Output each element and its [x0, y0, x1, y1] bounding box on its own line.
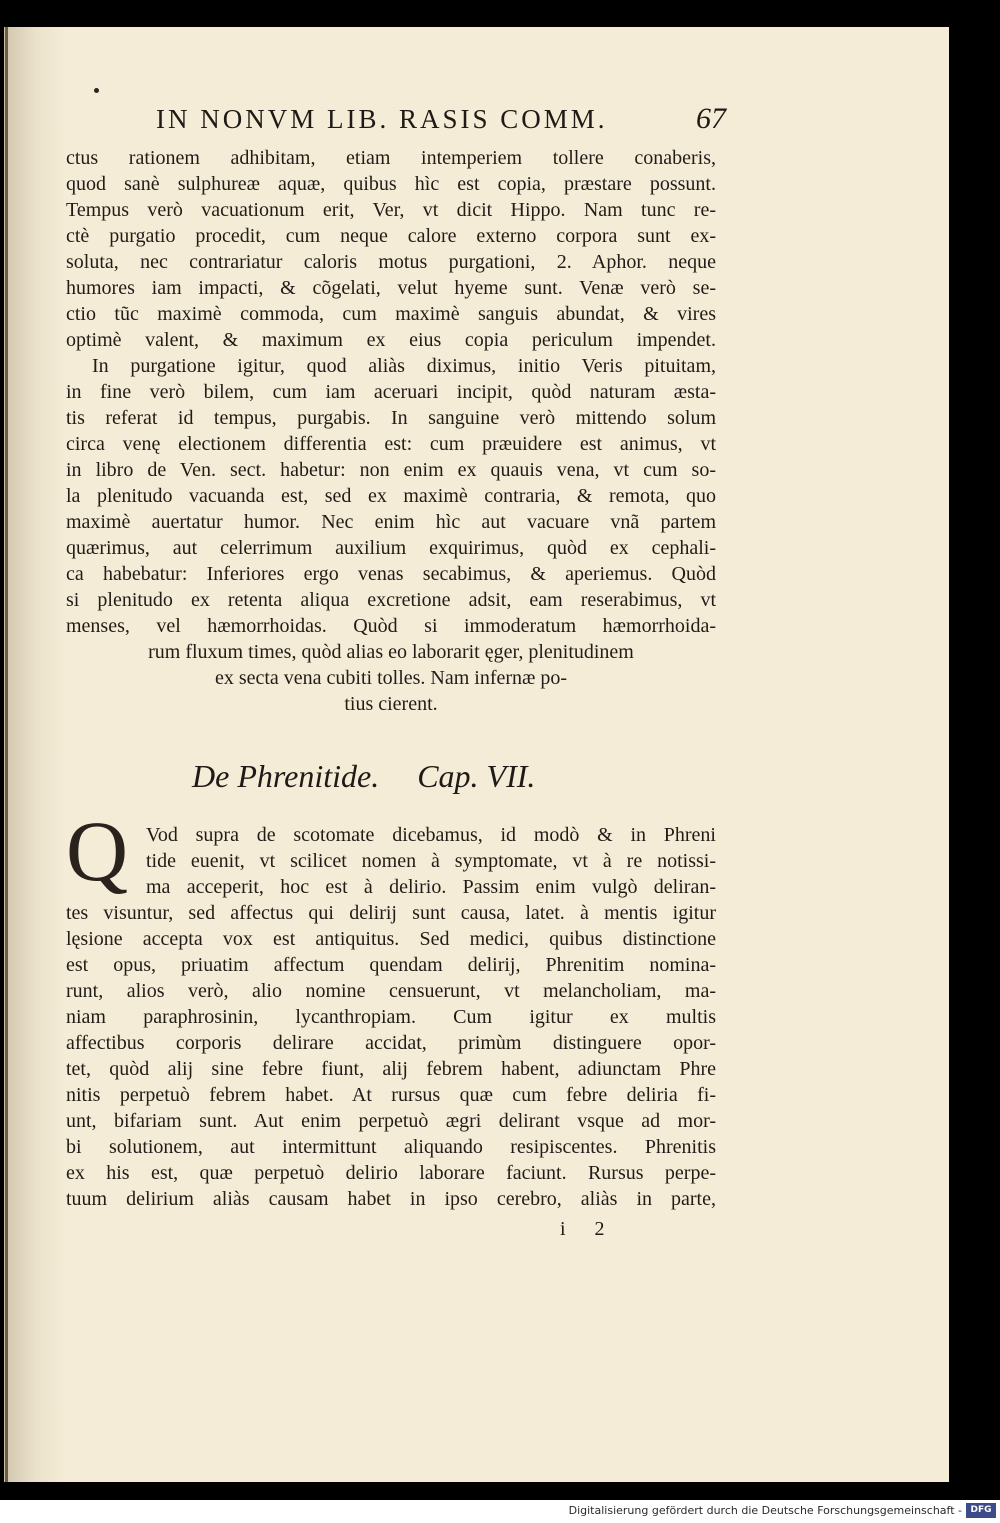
text-line: soluta, nec contrariatur caloris motus purgationi, 2. Aphor. neque	[66, 251, 716, 273]
text-line: quod sanè sulphureæ aquæ, quibus hìc est copia, præstare possunt.	[66, 173, 716, 195]
text-line: humores iam impacti, & cõgelati, velut hyeme sunt. Venæ verò se-	[66, 277, 716, 299]
text-line: Tempus verò vacuationum erit, Ver, vt dicit Hippo. Nam tunc re-	[66, 199, 716, 221]
text-line: bi solutionem, aut intermittunt aliquando resipiscentes. Phrenitis	[66, 1136, 716, 1158]
text-line: unt, bifariam sunt. Aut enim perpetuò ægri delirant vsque ad mor-	[66, 1110, 716, 1132]
text-line: nitis perpetuò febrem habet. At rursus quæ cum febre deliria fi-	[66, 1084, 716, 1106]
text-line: ex his est, quæ perpetuò delirio laborare faciunt. Rursus perpe-	[66, 1162, 716, 1184]
text-line: optimè valent, & maximum ex eius copia periculum impendet.	[66, 329, 716, 351]
text-line: tide euenit, vt scilicet nomen à symptomate, vt à re notissi-	[146, 850, 716, 872]
text-line: la plenitudo vacuanda est, sed ex maximè contraria, & remota, quo	[66, 485, 716, 507]
text-line: ctè purgatio procedit, cum neque calore externo corpora sunt ex-	[66, 225, 716, 247]
text-block-1	[66, 145, 716, 717]
drop-cap-initial: Q	[66, 803, 129, 899]
signature-mark: i 2	[560, 1218, 617, 1240]
chapter-title: De Phrenitide.	[192, 758, 380, 794]
text-line: Vod supra de scotomate dicebamus, id modò & in Phreni	[146, 824, 716, 846]
text-line: tet, quòd alij sine febre fiunt, alij febrem habent, adiunctam Phre	[66, 1058, 716, 1080]
text-line: tuum delirium aliàs causam habet in ipso cerebro, aliàs in parte,	[66, 1188, 716, 1210]
text-line: in fine verò bilem, cum iam aceruari incipit, quòd naturam æsta-	[66, 381, 716, 403]
page-number: 67	[696, 102, 726, 135]
text-line: rum fluxum times, quòd alias eo laborarit ęger, plenitudinem	[148, 641, 634, 663]
text-line: ctus rationem adhibitam, etiam intemperiem tollere conaberis,	[66, 147, 716, 169]
text-line: tis referat id tempus, purgabis. In sanguine verò mittendo solum	[66, 407, 716, 429]
text-line: ca habebatur: Inferiores ergo venas secabimus, & aperiemus. Quòd	[66, 563, 716, 585]
text-line: tius cierent.	[344, 693, 438, 715]
text-line: si plenitudo ex retenta aliqua excretione adsit, eam reserabimus, vt	[66, 589, 716, 611]
chapter-heading	[192, 758, 592, 802]
chapter-number: Cap. VII.	[417, 758, 536, 794]
running-head: IN NONVM LIB. RASIS COMM.	[156, 104, 608, 134]
text-line: est opus, priuatim affectum quendam delirij, Phrenitim nomina-	[66, 954, 716, 976]
ink-dot	[94, 88, 99, 93]
text-line: maximè auertatur humor. Nec enim hìc aut vacuare vnã partem	[66, 511, 716, 533]
text-line: circa venę electionem differentia est: cum præuidere est animus, vt	[66, 433, 716, 455]
text-line: ex secta vena cubiti tolles. Nam infernæ po-	[214, 667, 568, 689]
text-line: runt, alios verò, alio nomine censuerunt, vt melancholiam, ma-	[66, 980, 716, 1002]
text-block-2	[66, 822, 716, 1212]
text-line: lęsione accepta vox est antiquitus. Sed medici, quibus distinctione	[66, 928, 716, 950]
text-line: ctio tũc maximè commoda, cum maximè sanguis abundat, & vires	[66, 303, 716, 325]
text-line: menses, vel hæmorrhoidas. Quòd si immoderatum hæmorrhoida-	[66, 615, 716, 637]
footer-bar	[0, 1500, 1000, 1523]
text-line: niam paraphrosinin, lycanthropiam. Cum igitur ex multis	[66, 1006, 716, 1028]
text-line: ma acceperit, hoc est à delirio. Passim enim vulgò deliran-	[146, 876, 716, 898]
text-line: In purgatione igitur, quod aliàs diximus, initio Veris pituitam,	[92, 355, 716, 377]
dfg-logo: DFG	[966, 1503, 996, 1518]
text-line: tes visuntur, sed affectus qui delirij sunt causa, latet. à mentis igitur	[66, 902, 716, 924]
text-line: in libro de Ven. sect. habetur: non enim ex quauis vena, vt cum so-	[66, 459, 716, 481]
funding-notice: Digitalisierung gefördert durch die Deutsche Forschungsgemeinschaft -	[568, 1504, 962, 1517]
page-header	[156, 104, 726, 140]
text-line: quærimus, aut celerrimum auxilium exquirimus, quòd ex cephali-	[66, 537, 716, 559]
page-gutter	[5, 27, 8, 1482]
text-line: affectibus corporis delirare accidat, primùm distinguere opor-	[66, 1032, 716, 1054]
